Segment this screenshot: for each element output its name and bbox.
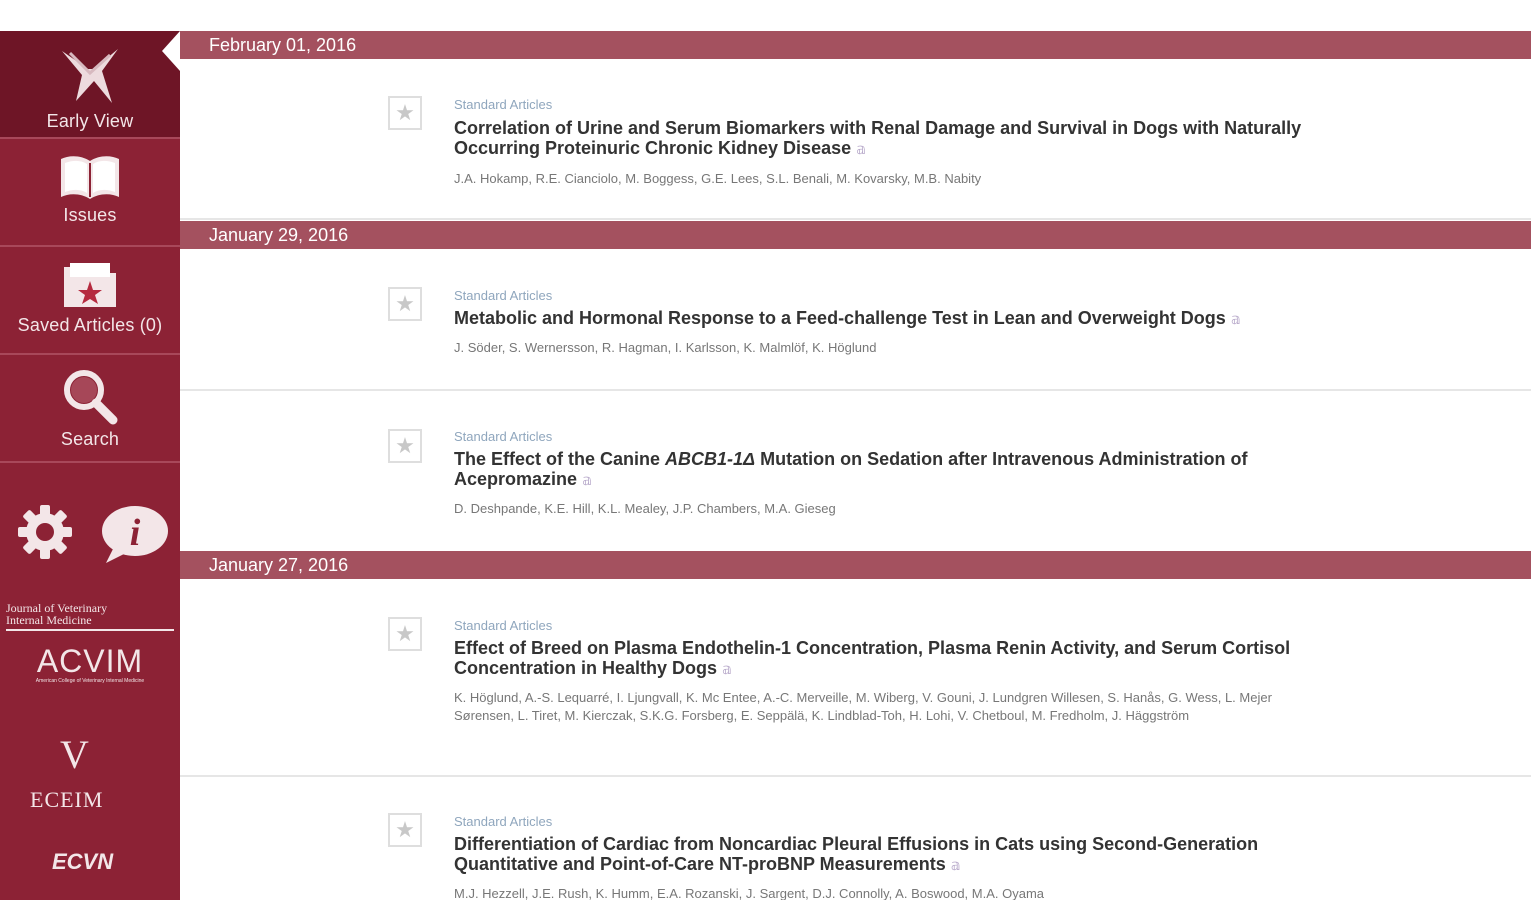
nav-saved-label: Saved Articles (0) [17,315,163,335]
open-access-icon: 𝕒 [582,472,592,489]
acvim-logo-text: ACVIM [36,643,144,679]
article-category: Standard Articles [454,97,553,112]
date-header: January 27, 2016 [180,551,1531,579]
article-category: Standard Articles [454,429,553,444]
article-item[interactable] [180,777,1531,900]
nav-issues[interactable] [0,139,180,247]
save-star-button[interactable] [388,96,422,130]
info-icon[interactable] [100,503,170,565]
active-nav-pointer [162,31,180,71]
save-star-button[interactable] [388,617,422,651]
article-title[interactable]: The Effect of the Canine ABCB1-1Δ Mutation on Sedation after Intravenous Administration of Acepromazine 𝕒 [454,449,1248,489]
article-category: Standard Articles [454,618,553,633]
article-title[interactable]: Effect of Breed on Plasma Endothelin-1 Concentration, Plasma Renin Activity, and Serum Cortisol Concentration in Healthy Dogs 𝕒 [454,638,1291,678]
article-authors: J.A. Hokamp, R.E. Cianciolo, M. Boggess, G.E. Lees, S.L. Benali, M. Kovarsky, M.B. Nabity [454,171,982,186]
article-authors: D. Deshpande, K.E. Hill, K.L. Mealey, J.P. Chambers, M.A. Gieseg [454,501,836,516]
acvim-logo [24,643,156,684]
nav-issues-label: Issues [63,205,117,225]
save-star-button[interactable] [388,813,422,847]
star-icon: ★ [395,100,415,125]
journal-logo [6,602,174,631]
star-icon: ★ [395,291,415,316]
search-icon [61,367,119,425]
article-list[interactable] [180,31,1531,900]
open-access-icon: 𝕒 [856,141,867,158]
open-access-icon: 𝕒 [950,857,961,874]
article-item[interactable] [180,391,1531,551]
open-access-icon: 𝕒 [722,661,732,678]
star-icon: ★ [395,817,415,842]
sidebar [0,31,180,900]
open-access-icon: 𝕒 [1230,311,1241,328]
ecvn-logo: ECVN [52,849,114,874]
top-bar [0,0,1531,31]
nav-search[interactable] [0,355,180,463]
nav-search-label: Search [60,429,120,449]
star-icon: ★ [395,433,415,458]
article-title[interactable]: Correlation of Urine and Serum Biomarkers with Renal Damage and Survival in Dogs with Naturally Occurring Proteinuric Chronic Kidney Disease 𝕒 [454,118,1302,158]
journal-logo-underline [6,629,174,631]
star-icon: ★ [395,621,415,646]
book-icon [59,151,121,201]
svg-text:i: i [129,512,141,554]
article-item[interactable] [180,249,1531,391]
date-header: February 01, 2016 [180,31,1531,59]
article-authors: K. Höglund, A.-S. Lequarré, I. Ljungvall, K. Mc Entee, A.-C. Merveille, M. Wiberg, V. Gouni, J. Lundgren Willesen, S. Hanås, G. Wess, L. Mejer Sørensen, L. Tiret, M. Kierczak, S.K.G. Forsberg, E. Seppälä, K. Lindblad-Toh, H. Lohi, V. Chetboul, M. Fredholm, J. Häggström [454,690,1272,723]
article-title[interactable]: Differentiation of Cardiac from Noncardiac Pleural Effusions in Cats using Second-Generation Quantitative and Point-of-Care NT-proBNP Measurements 𝕒 [454,834,1259,874]
acvim-logo-subtitle: American College of Veterinary Internal Medicine [35,678,145,684]
article-authors: J. Söder, S. Wernersson, R. Hagman, I. Karlsson, K. Malmlöf, K. Höglund [454,340,877,355]
saved-folder-icon [60,259,120,311]
save-star-button[interactable] [388,429,422,463]
article-title[interactable]: Metabolic and Hormonal Response to a Feed-challenge Test in Lean and Overweight Dogs 𝕒 [454,308,1241,328]
nav-early-view[interactable] [0,31,180,139]
v-logo: V [60,732,89,777]
article-item[interactable] [180,579,1531,777]
journal-name-line1: Journal of Veterinary [6,601,108,615]
article-category: Standard Articles [454,288,553,303]
save-star-button[interactable] [388,287,422,321]
nav-early-view-label: Early View [46,111,134,131]
article-category: Standard Articles [454,814,553,829]
article-item[interactable] [180,59,1531,220]
date-header: January 29, 2016 [180,221,1531,249]
early-view-icon [58,45,122,107]
eceim-logo: ECEIM [30,787,104,812]
gear-icon[interactable] [16,503,74,561]
nav-saved-articles[interactable] [0,247,180,355]
journal-name-line2: Internal Medicine [6,613,92,627]
article-authors: M.J. Hezzell, J.E. Rush, K. Humm, E.A. Rozanski, J. Sargent, D.J. Connolly, A. Boswood, M.A. Oyama [454,886,1045,900]
